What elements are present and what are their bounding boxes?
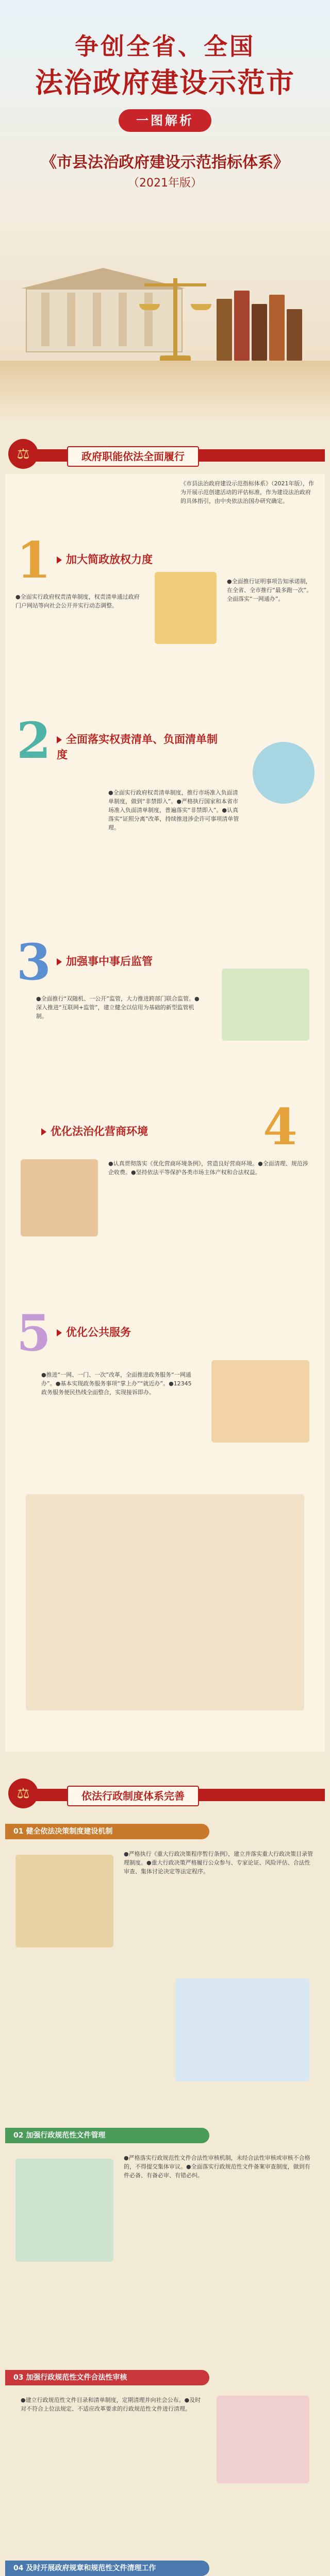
section-2-block-1 <box>5 1824 325 2112</box>
item-2-illustration <box>253 742 315 804</box>
item-1-title: 加大简政放权力度 <box>57 551 153 567</box>
item-2-title: 全面落实权责清单、负面清单制度 <box>57 733 218 761</box>
block-1-banner: 01 健全依法决策制度建设机制 <box>5 1824 209 1839</box>
block-2-banner: 02 加强行政规范性文件管理 <box>5 2128 209 2143</box>
section-2-title: 依法行政制度体系完善 <box>67 1786 199 1806</box>
scale-icon: ⚖ <box>8 1778 38 1808</box>
law-books-illustration <box>217 289 304 361</box>
item-5-title: 优化公共服务 <box>57 1324 131 1340</box>
item-1-text-left: ●全面实行政府权责清单制度，权责清单通过政府门户网站等向社会公开并实行动态调整。 <box>15 594 140 609</box>
section-2-block-4 <box>5 2561 325 2576</box>
block-1-text: ●严格执行《重大行政决策程序暂行条例》，建立并落实重大行政决策目录管理制度。●重大行政决策严格履行公众参与、专家论证、风险评估、合法性审查、集体讨论决定等法定程序。 <box>124 1851 314 1875</box>
item-4-title: 优化法治化营商环境 <box>41 1123 148 1139</box>
item-1-text-right: ●全面推行证明事项告知承诺制，在全省、全市推行“最多跑一次”。全面落实“一网通办”。 <box>227 578 312 602</box>
tag-badge: 一图解析 <box>119 109 211 132</box>
block-3-banner: 03 加强行政规范性文件合法性审核 <box>5 2370 209 2385</box>
section-1-panel <box>5 474 325 1752</box>
section-1-header <box>5 443 325 467</box>
item-2-text: ●全面实行政府权责清单制度，推行市场准入负面清单制度，做到“非禁即入”。●严格执行国家和本省市场准入负面清单制度，普遍落实“非禁即入”。●认真落实“证照分离”改革，持续推进涉企许可事项清单管理。 <box>108 789 239 831</box>
section-2-header <box>5 1783 325 1806</box>
block-1-illustration-2 <box>175 1978 309 2081</box>
document-title: 《市县法治政府建设示范指标体系》 <box>41 154 289 172</box>
item-5-text: ●推进“一网、一门、一次”改革，全面推进政务服务“一网通办”。●基本实现政务服务事项“掌上办”“就近办”。●12345政务服务便民热线全面整合，实现接诉即办。 <box>41 1371 192 1396</box>
title-line-1: 争创全省、全国 <box>75 32 255 60</box>
item-1-number: 1 <box>16 531 51 589</box>
block-2-text: ●严格落实行政规范性文件合法性审核机制，未经合法性审核或审核不合格的，不得提交集体审议。●全面落实行政规范性文件备案审查制度，做到有件必备、有备必审、有错必纠。 <box>124 2155 310 2179</box>
item-3-title: 加强事中事后监管 <box>57 953 153 969</box>
section-1-intro: 《市县法治政府建设示范指标体系》（2021年版），作为开展示范创建活动的评估标准，作为建设法治政府的具体指引，由中央依法治国办研究确定。 <box>180 480 314 504</box>
block-2-illustration <box>15 2159 113 2262</box>
scale-icon: ⚖ <box>8 439 38 469</box>
item-5-illustration <box>211 1360 309 1443</box>
item-3-text: ●全面推行“双随机、一公开”监管，大力推进跨部门联合监管。●深入推进“互联网+监管”，建立健全以信用为基础的新型监管机制。 <box>36 995 200 1020</box>
item-4-text: ●认真贯彻落实《优化营商环境条例》，营造良好营商环境。●全面清理、规范涉企收费。●坚持依法平等保护各类市场主体产权和合法权益。 <box>108 1160 308 1176</box>
hero-banner <box>0 0 330 422</box>
section-2-block-3 <box>5 2370 325 2545</box>
block-1-illustration <box>15 1855 113 1947</box>
item-5-number: 5 <box>16 1304 51 1362</box>
item-2-number: 2 <box>16 711 51 770</box>
title-line-2: 法治政府建设示范市 <box>35 66 295 99</box>
item-4-illustration <box>21 1159 98 1236</box>
item-3-illustration <box>222 969 309 1041</box>
block-4-banner: 04 及时开展政府规章和规范性文件清理工作 <box>5 2561 209 2576</box>
item-4-number: 4 <box>263 1098 298 1156</box>
item-3-number: 3 <box>16 933 51 991</box>
section-1-title: 政府职能依法全面履行 <box>67 446 199 467</box>
block-3-text: ●建立行政规范性文件目录和清单制度，定期清理并向社会公布。●及时对不符合上位法规定、不适应改革要求的行政规范性文件进行清理。 <box>21 2397 201 2412</box>
scales-of-justice-icon <box>139 268 211 366</box>
item-1-illustration <box>155 572 217 644</box>
block-3-illustration <box>217 2396 309 2483</box>
document-year: （2021年版） <box>128 177 202 190</box>
section-2-block-2 <box>5 2128 325 2354</box>
section-1-scene-illustration <box>26 1494 304 1710</box>
